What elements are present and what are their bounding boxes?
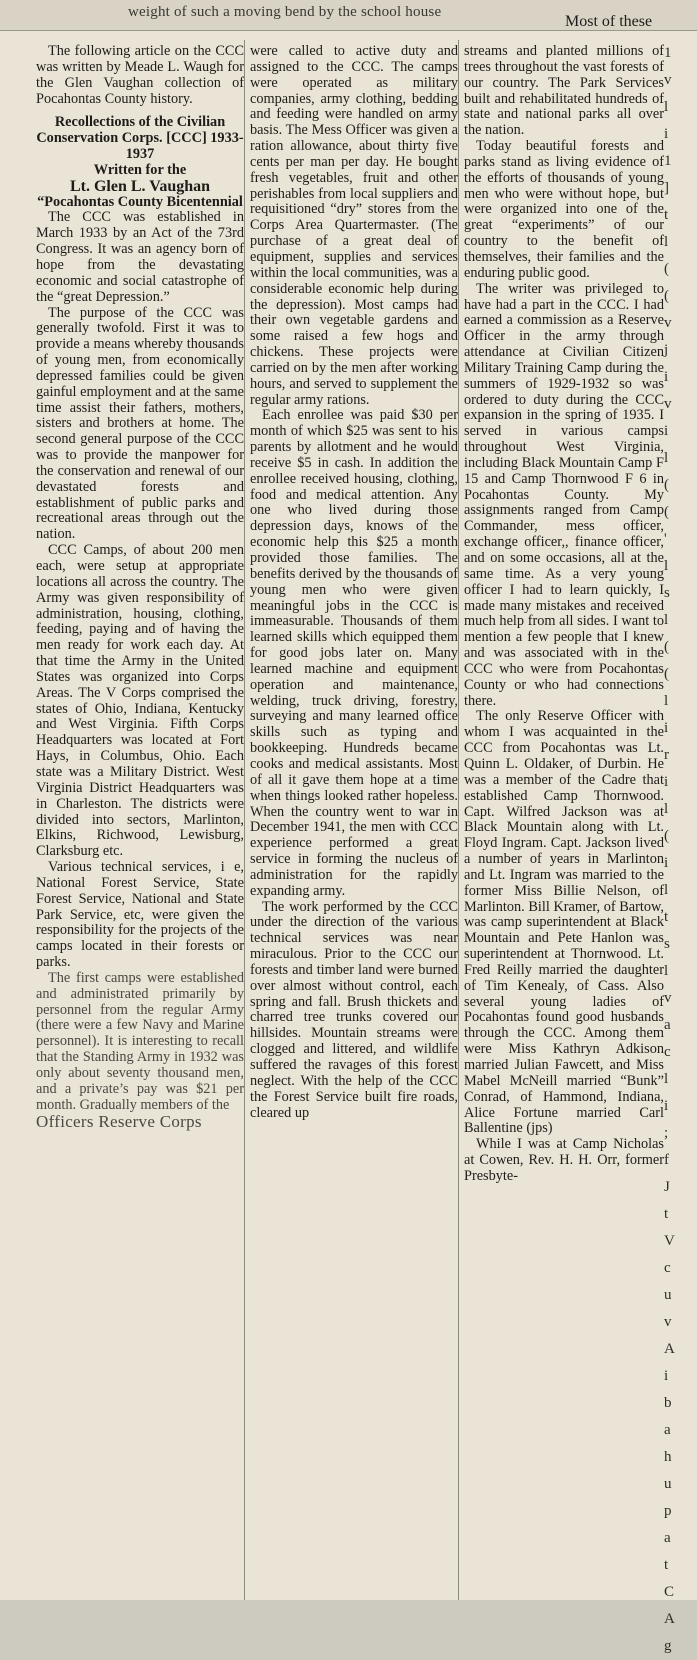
edge-fragment: j [664, 342, 669, 358]
edge-fragment: i [664, 720, 669, 736]
heading-line-2: Written for the [93, 161, 187, 178]
edge-fragment: ( [664, 288, 669, 304]
edge-fragment: a [664, 1530, 671, 1546]
top-right-text: Most of these [565, 13, 653, 30]
paragraph-end: Officers Reserve Corps [36, 1111, 202, 1131]
edge-fragment: l [664, 99, 669, 115]
edge-fragment: i [664, 126, 669, 142]
edge-fragment: t [664, 1557, 669, 1573]
edge-fragment: b [664, 1395, 672, 1411]
edge-fragment: p [664, 1503, 672, 1519]
adjacent-column-edge [664, 40, 697, 1654]
paragraph: The only Reserve Officer with whom I was acquainted in the CCC from Pocahontas was Lt. Quinn L. Oldaker, of Durbin. He was a member of the Cadre that established Camp Thornwood. Capt. Wilfred Jackson was at Black Mountain along with Lt. Floyd Ingram. Capt. Jackson lived a number of years in Marlinton and Lt. Ingram was married to the former Miss Billie Nelson, of Marlinton. Bill Kramer, of Bartow, was camp superintendent at Black Mountain and Pete Hanlon was superintendent at Thornwood. Lt. Fred Reilly married the daughter of Tim Kenealy, of Cass. Also several young ladies of Pocahontas found good husbands through the CCC. Among them were Miss Kathryn Adkison married Julian Fawcett, and Miss Mabel McNeill married “Bunk” Conrad, of Hammond, Indiana, Alice Fortune married Carl Ballentine (jps) [464, 708, 664, 1137]
edge-fragment: g [664, 1638, 672, 1654]
edge-fragment: J [664, 1179, 670, 1195]
edge-fragment: l [664, 801, 669, 817]
edge-fragment: c [664, 1260, 671, 1276]
edge-fragment: ' [664, 531, 667, 547]
edge-fragment: u [664, 1287, 672, 1303]
edge-fragment: C [664, 1584, 675, 1600]
edge-fragment: i [664, 423, 669, 439]
edge-fragment: v [664, 1314, 672, 1330]
column-rule-1 [244, 40, 245, 1600]
edge-fragment: l [664, 558, 669, 574]
edge-fragment: ( [664, 504, 669, 520]
paragraph: CCC Camps, of about 200 men each, were setup at appropriate locations all across the country. The Army was given responsibility of administration, housing, clothing, feeding, paying and of having the men ready for work each day. At that time the Army in the United States was organized into Corps Areas. The V Corps comprised the states of Ohio, Indiana, Kentucky and West Virginia. Fifth Corps Headquarters was located at Fort Hays, in Columbus, Ohio. Each state was a Military District. West Virginia District Headquarters was in Charleston. The districts were divided into sectors, Marlinton, Elkins, Richwood, Lewisburg, Clarksburg etc. [36, 542, 244, 860]
edge-fragment: i [664, 774, 669, 790]
heading-line-1: Recollections of the Civilian Conservation Corps. [CCC] 1933-1937 [36, 114, 244, 163]
edge-fragment: 1 [664, 45, 672, 61]
paragraph: Various technical services, i e, National Forest Service, State Forest Service, National and State Park Service, etc, were given the responsibility for the projects of the camps located in their forests or parks. [36, 859, 244, 971]
paragraph: The writer was privileged to have had a part in the CCC. I had earned a commission as a Reserve Officer in the army through attendance at Civilian Citizen Military Training Camp during the summers of 1929-1932 so was ordered to duty during the CCC expansion in the spring of 1935. I served in various camps throughout West Virginia, including Black Mountain Camp F 15 and Camp Thornwood F 6 in Pocahontas County. My assignments ranged from Camp Commander, mess officer, exchange officer,, finance officer, and on some occasions, all at the same time. As a very young officer I had to learn quickly, I made many mistakes and received much help from all sides. I want to mention a few people that I knew and was associated with in the CCC who were from Pocahontas County or who had connections there. [464, 280, 664, 709]
edge-fragment: h [664, 1449, 672, 1465]
edge-fragment: l [664, 1071, 669, 1087]
paragraph: The CCC was established in March 1933 by an Act of the 73rd Congress. It was an agency born of hope from the devastating economic and social catastrophe of the “great Depression.” [36, 209, 244, 305]
heading-line-3: Lt. Glen L. Vaughan [69, 177, 211, 195]
paragraph: The first camps were established and administrated primarily by personnel from the regular Army (there were a few Navy and Marine personnel). It is interesting to recall that the Standing Army in 1932 was only about seventy thousand men, and a private’s pay was $21 per month. Gradually members of the [36, 969, 244, 1113]
edge-fragment: A [664, 1611, 675, 1627]
edge-fragment: t [664, 909, 669, 925]
edge-fragment: A [664, 1341, 675, 1357]
edge-fragment: l [664, 693, 669, 709]
edge-fragment: t [664, 207, 669, 223]
paragraph: The work performed by the CCC under the direction of the various technical services was near miraculous. Prior to the CCC our forests and timber land were burned over almost without control, each spring and fall. Brush thickets and charred tree trunks covered our hillsides. Mountain streams were clogged and littered, and wildlife suffered the ravages of this forest neglect. With the help of the CCC the Forest Service built fire roads, cleared up [250, 898, 458, 1121]
edge-fragment: l [664, 450, 669, 466]
column-2 [250, 44, 458, 1600]
edge-fragment: a [664, 1017, 671, 1033]
edge-fragment: i [664, 1098, 669, 1114]
edge-fragment: l [664, 882, 669, 898]
edge-fragment: c [664, 1044, 671, 1060]
edge-fragment: i [664, 855, 669, 871]
top-text-fragment: weight of such a moving bend by the school house [128, 4, 442, 20]
previous-clipping-strip [0, 0, 697, 31]
column-1 [36, 44, 244, 1600]
edge-fragment: ( [664, 477, 669, 493]
edge-fragment: ] [664, 180, 669, 196]
edge-fragment: l [664, 234, 669, 250]
edge-fragment: i [664, 369, 669, 385]
column-rule-2 [458, 40, 459, 1600]
intro-paragraph: The following article on the CCC was written by Meade L. Waugh for the Glen Vaughan collection of Pocahontas County history. [36, 43, 244, 107]
edge-fragment: i [664, 1368, 669, 1384]
edge-fragment: ( [664, 639, 669, 655]
edge-fragment: l [664, 612, 669, 628]
paragraph: were called to active duty and assigned to the CCC. The camps were operated as military companies, army clothing, bedding and feeding were handled on army basis. The Mess Officer was given a ration allowance, about thirty five cents per man per day. He bought fresh vegetables, fruit and other perishables from local suppliers and requisitioned “dry” stores from the Corps Area Quartermaster. (The purchase of a great deal of equipment, supplies and services within the local communities, was a considerable economic help during the depression). Most camps had their own vegetable gardens and some raised a few hogs and chickens. These projects were carried on by the men after working hours, and served to supplement the regular army rations. [250, 43, 458, 408]
edge-fragment: v [664, 396, 672, 412]
edge-fragment: a [664, 1422, 671, 1438]
edge-fragment: f [664, 1152, 669, 1168]
edge-fragment: 1 [664, 153, 672, 169]
edge-fragment: s [664, 585, 670, 601]
edge-fragment: v [664, 990, 672, 1006]
edge-fragment: s [664, 936, 670, 952]
edge-fragment: ( [664, 666, 669, 682]
paragraph: The purpose of the CCC was generally twofold. First it was to provide a means whereby thousands of young men, from economically depressed families could be given gainful employment and at the same time assist their fathers, mothers, sisters and brothers at home. The second general purpose of the CCC was to provide the manpower for the conservation and renewal of our devastated forests and establishment of public parks and recreational areas through out the nation. [36, 304, 244, 543]
edge-fragment: V [664, 1233, 675, 1249]
edge-fragment: t [664, 1206, 669, 1222]
edge-fragment: v [664, 315, 672, 331]
heading-line-4: “Pocahontas County Bicentennial [37, 193, 243, 210]
edge-fragment: ; [664, 1125, 669, 1141]
edge-fragment: ( [664, 828, 669, 844]
paragraph: While I was at Camp Nicholas at Cowen, Rev. H. H. Orr, former Presbyte- [464, 1136, 664, 1184]
edge-fragment: l [664, 963, 669, 979]
edge-fragment: v [664, 72, 672, 88]
paragraph: Each enrollee was paid $30 per month of which $25 was sent to his parents by allotment and he would receive $5 in cash. In addition the enrollee received housing, clothing, food and medical attention. Any one who lived during those depression days, knows of the economic help this $25 a month provided those families. The benefits derived by the thousands of young men who were given meaningful jobs in the CCC is immeasurable. Thousands of them learned skills which equipped them for good jobs later on. Many learned machine and equipment operation and maintenance, welding, truck driving, forestry, surveying and many learned office skills such as typing and bookkeeping. Hundreds became cooks and medical assistants. Most of all it gave them hope at a time when things looked rather hopeless. When the country went to war in December 1941, the men with CCC experience performed a great service in forming the nucleus of administration for the rapidly expanding army. [250, 407, 458, 899]
article-heading [36, 115, 244, 210]
edge-fragment: u [664, 1476, 672, 1492]
edge-fragment: ( [664, 261, 669, 277]
column-3 [464, 44, 664, 1600]
paragraph: Today beautiful forests and parks stand as living evidence of the efforts of thousands of young men who were without hope, but were organized into one of the great “experiments” of our country to the benefit of themselves, their families and the enduring public good. [464, 138, 664, 281]
paragraph: streams and planted millions of trees throughout the vast forests of our country. The Park Services built and rehabilitated hundreds of state and national parks all over the nation. [464, 43, 664, 139]
edge-fragment: r [664, 747, 669, 763]
